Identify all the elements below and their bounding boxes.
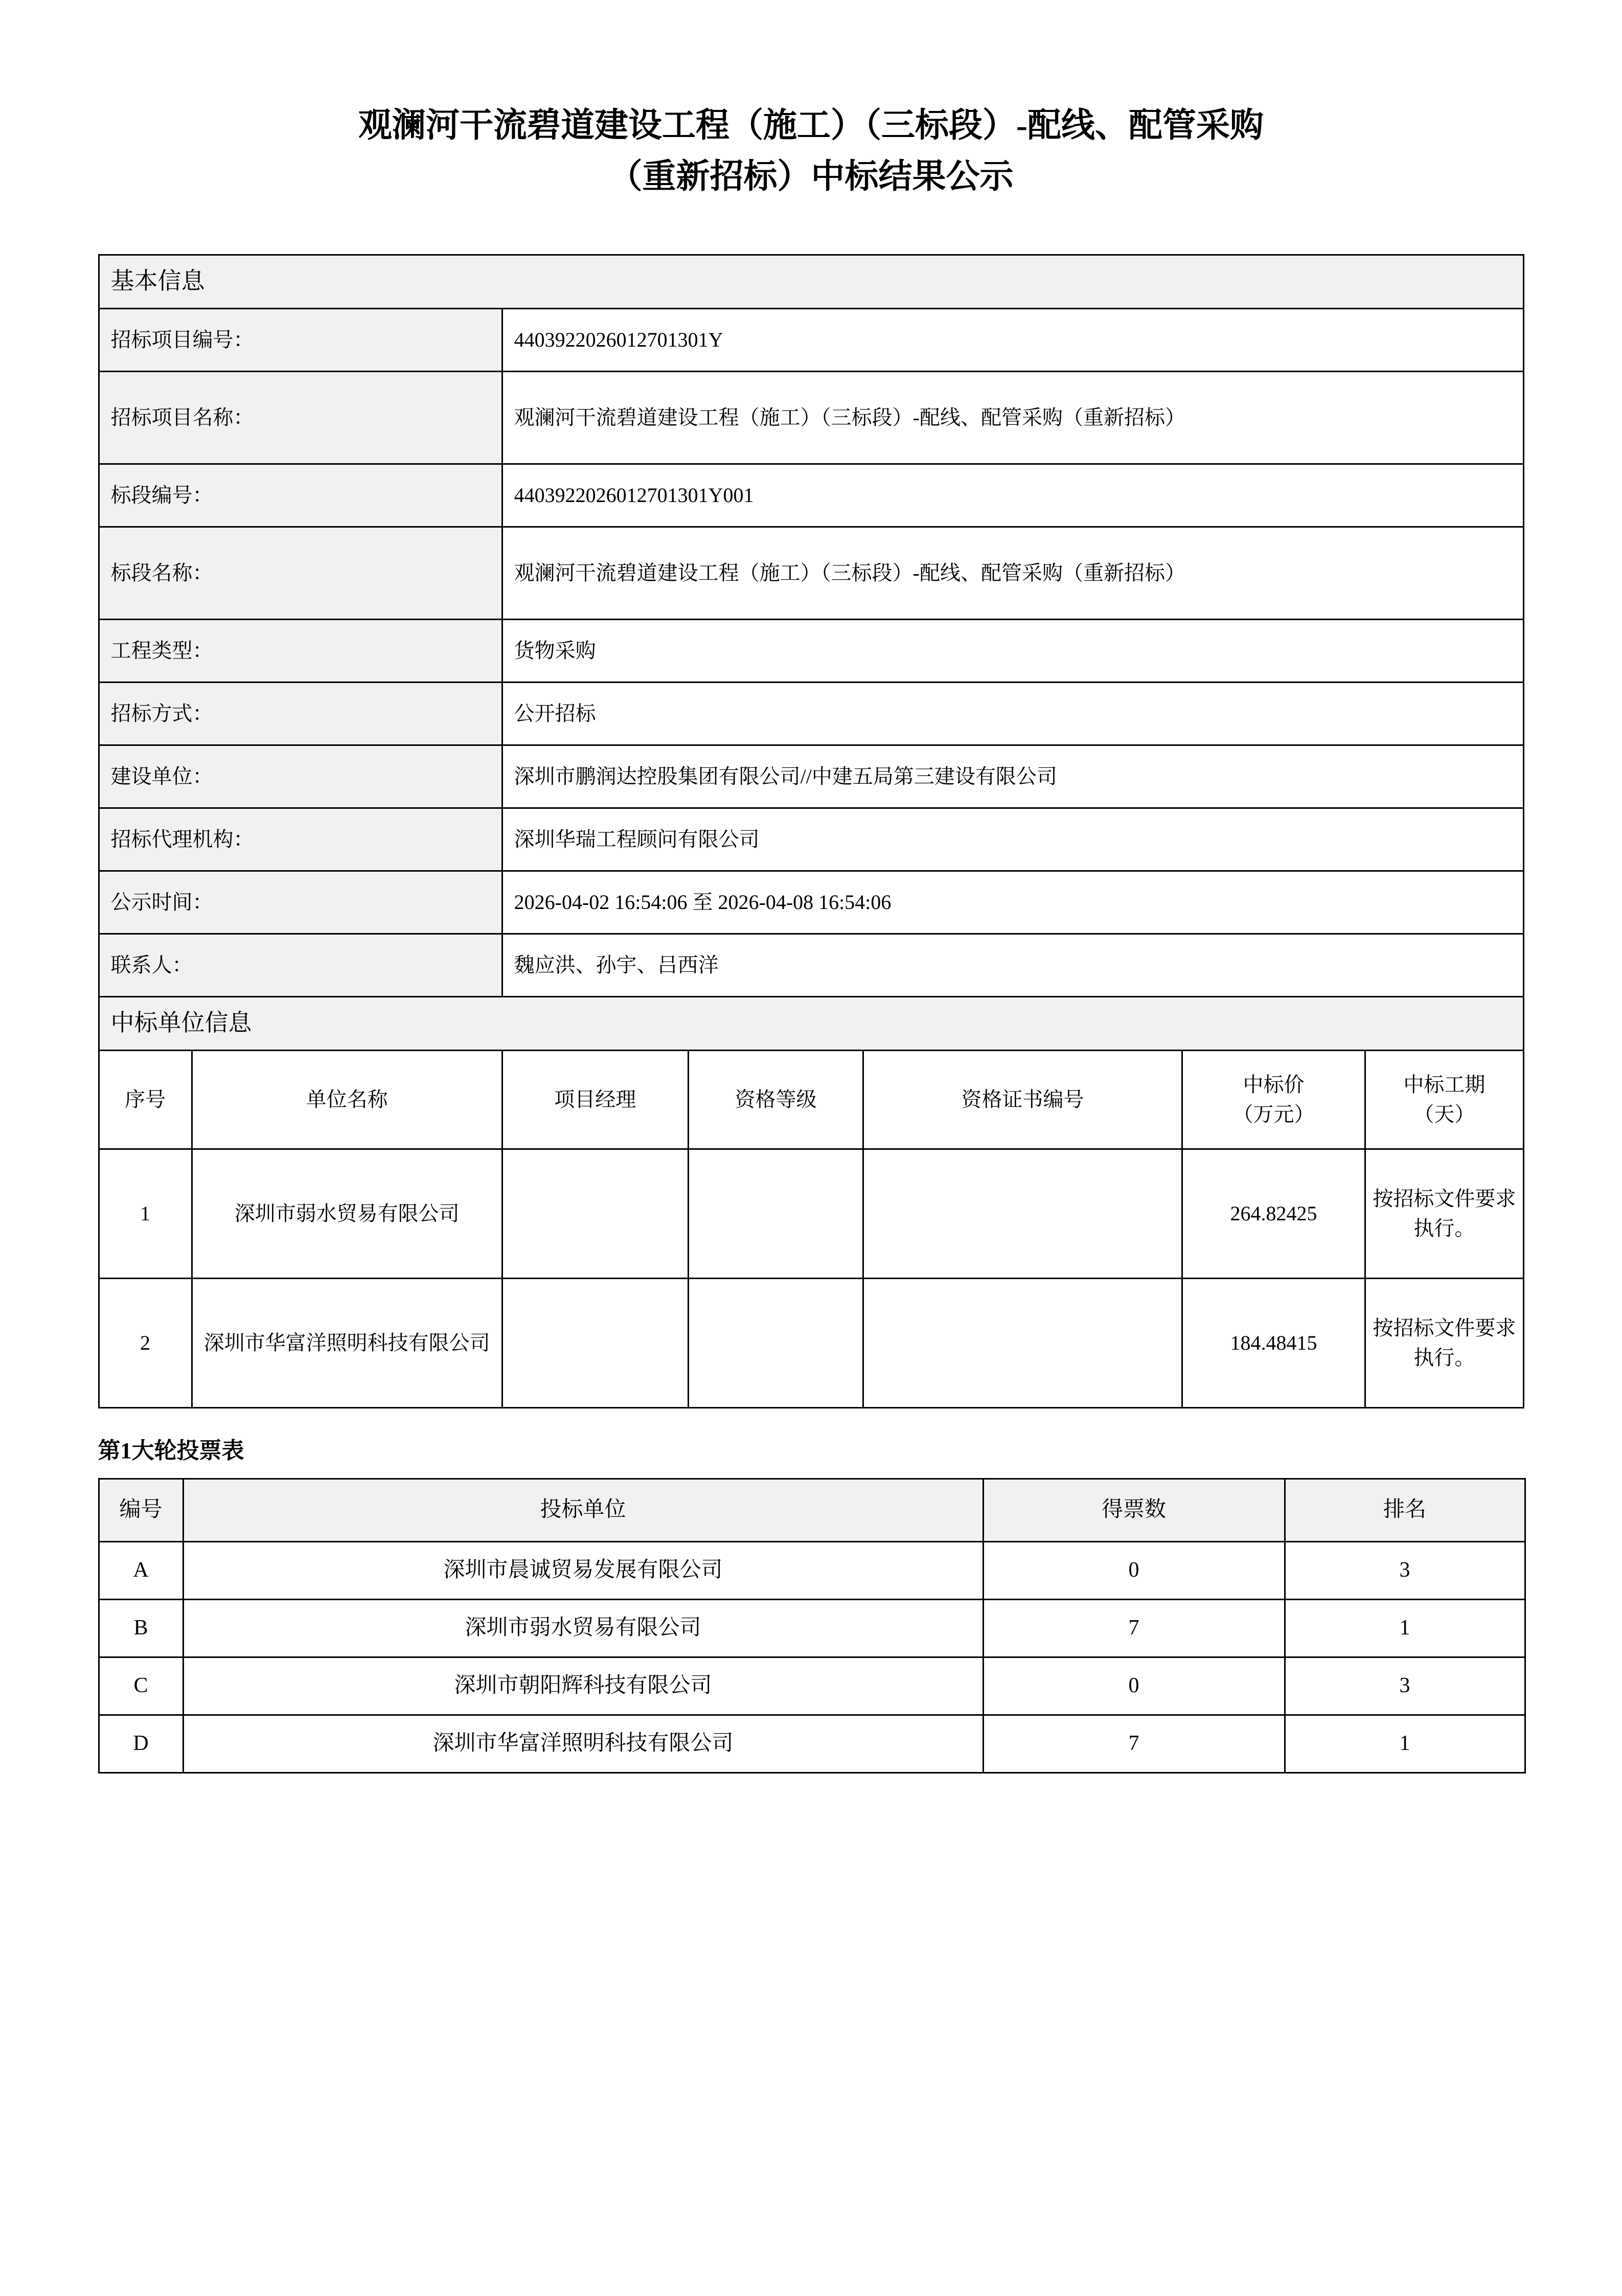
col-header-project-manager: 项目经理 [502,1050,688,1149]
table-row [99,1715,1525,1772]
vote-code: C [99,1657,183,1715]
field-value-section-name: 观澜河干流碧道建设工程（施工）（三标段）-配线、配管采购（重新招标） [502,527,1523,619]
basic-info-section-row [99,255,1523,308]
vote-unit: 深圳市华富洋照明科技有限公司 [183,1715,983,1772]
table-row [99,934,1523,996]
vote-rank: 1 [1285,1599,1525,1657]
vote-table [98,1478,1526,1774]
field-value-project-name: 观澜河干流碧道建设工程（施工）（三标段）-配线、配管采购（重新招标） [502,371,1523,464]
col-header-duration-line1: 中标工期 [1403,1073,1486,1096]
field-value-section-no: 4403922026012701301Y001 [502,464,1523,527]
winner-table-header-row [99,1050,1523,1149]
col-header-bid-price-line2: （万元） [1232,1102,1315,1126]
table-row [99,682,1523,745]
field-label-section-name: 标段名称： [99,527,502,619]
vote-code: B [99,1599,183,1657]
winner-qualification-grade [688,1149,863,1278]
table-row [99,464,1523,527]
table-row [99,1278,1523,1407]
winner-index: 2 [99,1278,192,1407]
field-value-construction-unit: 深圳市鹏润达控股集团有限公司//中建五局第三建设有限公司 [502,745,1523,808]
table-row [99,871,1523,934]
field-label-construction-unit: 建设单位： [99,745,502,808]
col-header-unit: 投标单位 [183,1479,983,1541]
col-header-rank: 排名 [1285,1479,1525,1541]
vote-code: D [99,1715,183,1772]
table-row [99,1657,1525,1715]
page-title-line-1: 观澜河干流碧道建设工程（施工）（三标段）-配线、配管采购 [358,107,1264,144]
col-header-duration-line2: （天） [1413,1102,1475,1126]
field-value-contacts: 魏应洪、孙宇、吕西洋 [502,934,1523,996]
field-value-agency: 深圳华瑞工程顾问有限公司 [502,808,1523,871]
field-label-contacts: 联系人： [99,934,502,996]
basic-info-table-wrapper [98,254,1524,1408]
field-value-bidding-method: 公开招标 [502,682,1523,745]
vote-votes: 0 [983,1541,1285,1599]
basic-info-table [98,254,1524,1408]
vote-votes: 0 [983,1657,1285,1715]
vote-rank: 1 [1285,1715,1525,1772]
table-row [99,1541,1525,1599]
page-title-line-2: （重新招标）中标结果公示 [608,158,1014,196]
vote-unit: 深圳市朝阳辉科技有限公司 [183,1657,983,1715]
col-header-bid-price [1182,1050,1365,1149]
vote-rank: 3 [1285,1657,1525,1715]
winner-info-section-row [99,996,1523,1050]
vote-unit: 深圳市弱水贸易有限公司 [183,1599,983,1657]
field-label-bidding-method: 招标方式： [99,682,502,745]
vote-code: A [99,1541,183,1599]
winner-duration: 按招标文件要求执行。 [1365,1278,1523,1407]
table-row [99,619,1523,682]
col-header-qualification-grade: 资格等级 [688,1050,863,1149]
table-row [99,745,1523,808]
table-row [99,527,1523,619]
basic-info-section-heading: 基本信息 [99,255,1523,308]
table-row [99,308,1523,371]
vote-votes: 7 [983,1715,1285,1772]
winner-index: 1 [99,1149,192,1278]
winner-bid-price: 184.48415 [1182,1278,1365,1407]
col-header-bid-price-line1: 中标价 [1243,1073,1305,1096]
winner-unit-name: 深圳市华富洋照明科技有限公司 [192,1278,502,1407]
field-value-project-type: 货物采购 [502,619,1523,682]
col-header-votes: 得票数 [983,1479,1285,1541]
field-value-project-no: 4403922026012701301Y [502,308,1523,371]
winner-duration: 按招标文件要求执行。 [1365,1149,1523,1278]
winner-project-manager [502,1278,688,1407]
winner-bid-price: 264.82425 [1182,1149,1365,1278]
winner-certificate-no [863,1278,1182,1407]
field-value-publicity-time: 2026-04-02 16:54:06 至 2026-04-08 16:54:06 [502,871,1523,934]
col-header-code: 编号 [99,1479,183,1541]
vote-votes: 7 [983,1599,1285,1657]
table-row [99,1149,1523,1278]
winner-project-manager [502,1149,688,1278]
col-header-duration [1365,1050,1523,1149]
col-header-unit-name: 单位名称 [192,1050,502,1149]
col-header-index: 序号 [99,1050,192,1149]
field-label-project-no: 招标项目编号： [99,308,502,371]
vote-rank: 3 [1285,1541,1525,1599]
winner-info-section-heading: 中标单位信息 [99,996,1523,1050]
table-row [99,808,1523,871]
page-title [0,0,1622,203]
field-label-publicity-time: 公示时间： [99,871,502,934]
field-label-section-no: 标段编号： [99,464,502,527]
winner-unit-name: 深圳市弱水贸易有限公司 [192,1149,502,1278]
table-row [99,1599,1525,1657]
vote-table-heading: 第1大轮投票表 [98,1438,244,1463]
winner-qualification-grade [688,1278,863,1407]
field-label-project-name: 招标项目名称： [99,371,502,464]
winner-certificate-no [863,1149,1182,1278]
vote-table-wrapper [98,1478,1524,1774]
col-header-certificate-no: 资格证书编号 [863,1050,1182,1149]
vote-unit: 深圳市晨诚贸易发展有限公司 [183,1541,983,1599]
field-label-agency: 招标代理机构： [99,808,502,871]
table-row [99,371,1523,464]
vote-table-header-row [99,1479,1525,1541]
field-label-project-type: 工程类型： [99,619,502,682]
